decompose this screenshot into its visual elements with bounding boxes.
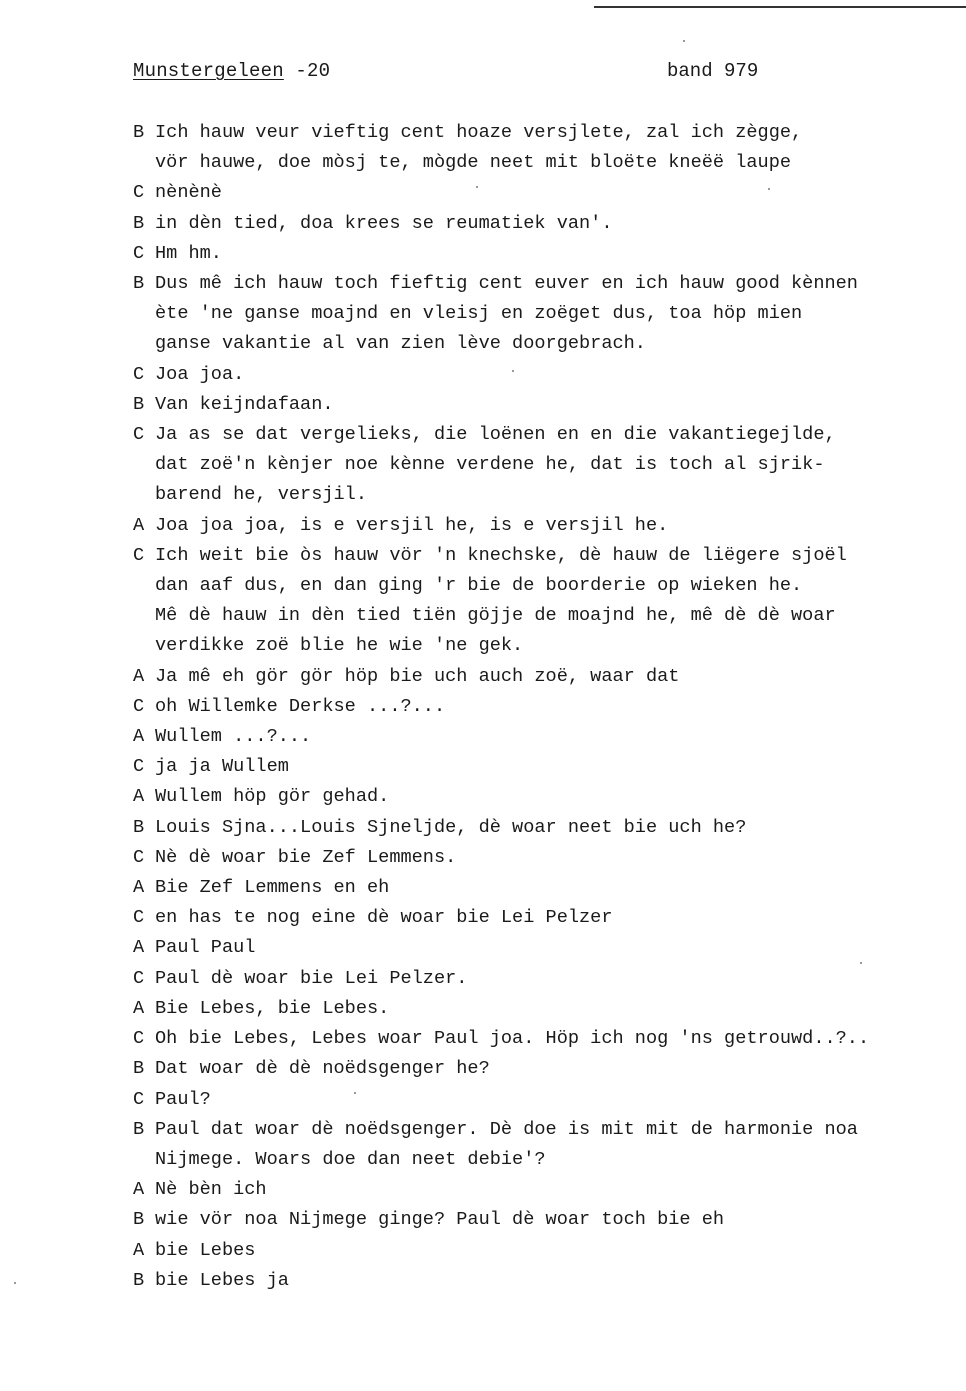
transcript-turn <box>133 662 953 692</box>
turn-text-continuation: ète 'ne ganse moajnd en vleisj en zoëget dus, toa höp mien <box>155 303 803 325</box>
transcript-turn <box>133 1054 953 1084</box>
turn-text-continuation: dat zoë'n kènjer noe kènne verdene he, dat is toch al sjrik- <box>155 454 825 476</box>
transcript-turn <box>133 873 953 903</box>
speaker-label: B <box>133 1118 145 1140</box>
scan-speck <box>768 188 770 190</box>
speaker-label: A <box>133 1239 145 1261</box>
turn-text: Paul dat woar dè noëdsgenger. Dè doe is mit mit de harmonie noa <box>155 1118 858 1140</box>
turn-text: ja ja Wullem <box>155 756 289 778</box>
turn-text: Dus mê ich hauw toch fieftig cent euver en ich hauw good kènnen <box>155 273 858 295</box>
turn-text: bie Lebes <box>155 1239 256 1261</box>
speaker-label: C <box>133 1028 145 1050</box>
speaker-label: B <box>133 816 145 838</box>
turn-text: Joa joa joa, is e versjil he, is e versjil he. <box>155 514 669 536</box>
turn-text: oh Willemke Derkse ...?... <box>155 695 446 717</box>
turn-text: Ja as se dat vergelieks, die loënen en en die vakantiegejlde, <box>155 424 836 446</box>
speaker-label: A <box>133 877 145 899</box>
transcript-turn <box>133 1085 953 1115</box>
transcript-turn <box>133 541 953 662</box>
speaker-label: B <box>133 1058 145 1080</box>
transcript-turn <box>133 511 953 541</box>
turn-text: Wullem ...?... <box>155 726 312 748</box>
speaker-label: B <box>133 1269 145 1291</box>
speaker-label: B <box>133 122 145 143</box>
scan-speck <box>476 186 478 188</box>
speaker-label: C <box>133 242 145 264</box>
transcript-turn <box>133 752 953 782</box>
transcript-turn <box>133 360 953 390</box>
speaker-label: C <box>133 182 145 204</box>
transcript-turn <box>133 1205 953 1235</box>
speaker-label: A <box>133 937 145 959</box>
transcript-turn <box>133 692 953 722</box>
transcript-turn <box>133 390 953 420</box>
turn-text: Dat woar dè dè noëdsgenger he? <box>155 1058 490 1080</box>
turn-text: Paul Paul <box>155 937 256 959</box>
transcript-turn <box>133 843 953 873</box>
turn-text: en has te nog eine dè woar bie Lei Pelzer <box>155 907 613 929</box>
turn-text: Paul? <box>155 1088 211 1110</box>
turn-text: Wullem höp gör gehad. <box>155 786 390 808</box>
turn-text: Joa joa. <box>155 363 245 385</box>
speaker-label: C <box>133 544 145 566</box>
turn-text: Ja mê eh gör gör höp bie uch auch zoë, waar dat <box>155 665 680 687</box>
transcript-turn <box>133 933 953 963</box>
speaker-label: C <box>133 695 145 717</box>
speaker-label: C <box>133 967 145 989</box>
scan-speck <box>683 40 685 42</box>
speaker-label: A <box>133 997 145 1019</box>
speaker-label: B <box>133 273 145 295</box>
transcript-turn <box>133 722 953 752</box>
turn-text-continuation: dan aaf dus, en dan ging 'r bie de boorderie op wieken he. <box>155 575 803 597</box>
turn-text: Ich hauw veur vieftig cent hoaze versjlete, zal ich zègge, <box>155 122 803 143</box>
scan-speck <box>860 962 862 964</box>
speaker-label: B <box>133 393 145 415</box>
turn-text-continuation: Mê dè hauw in dèn tied tiën göjje de moajnd he, mê dè dè woar <box>155 605 836 627</box>
transcript-turn <box>133 1024 953 1054</box>
transcript-turn <box>133 1175 953 1205</box>
speaker-label: B <box>133 1209 145 1231</box>
turn-text: Van keijndafaan. <box>155 393 334 415</box>
scan-speck <box>354 1092 356 1094</box>
scan-speck <box>512 370 514 372</box>
transcript-turn <box>133 118 953 178</box>
speaker-label: C <box>133 1088 145 1110</box>
turn-text: in dèn tied, doa krees se reumatiek van'. <box>155 212 613 234</box>
top-rule <box>594 6 966 8</box>
transcript-turn <box>133 994 953 1024</box>
transcript-turn <box>133 813 953 843</box>
speaker-label: C <box>133 363 145 385</box>
transcript-turn <box>133 209 953 239</box>
turn-text: Hm hm. <box>155 242 222 264</box>
turn-text: Oh bie Lebes, Lebes woar Paul joa. Höp ich nog 'ns getrouwd..?.. <box>155 1028 870 1050</box>
transcript-turn <box>133 1236 953 1266</box>
turn-text: Bie Zef Lemmens en eh <box>155 877 390 899</box>
speaker-label: A <box>133 1179 145 1201</box>
speaker-label: C <box>133 846 145 868</box>
page-number: -20 <box>283 60 331 82</box>
turn-text: Nè bèn ich <box>155 1179 267 1201</box>
turn-text-continuation: Nijmege. Woars doe dan neet debie'? <box>155 1148 546 1170</box>
band-label: band 979 <box>667 60 759 82</box>
turn-text: Nè dè woar bie Zef Lemmens. <box>155 846 457 868</box>
turn-text-continuation: vör hauwe, doe mòsj te, mògde neet mit bloëte kneëë laupe <box>155 152 792 174</box>
transcript-turn <box>133 1266 953 1296</box>
scan-speck <box>14 1282 16 1284</box>
transcript-turn <box>133 1115 953 1175</box>
speaker-label: B <box>133 212 145 234</box>
page-header-title <box>133 60 330 82</box>
speaker-label: C <box>133 756 145 778</box>
transcript-turn <box>133 903 953 933</box>
turn-text-continuation: verdikke zoë blie he wie 'ne gek. <box>155 635 524 657</box>
turn-text: Bie Lebes, bie Lebes. <box>155 997 390 1019</box>
turn-text: nènènè <box>155 182 222 204</box>
transcript-turn <box>133 239 953 269</box>
turn-text: Ich weit bie òs hauw vör 'n knechske, dè hauw de liëgere sjoël <box>155 544 847 566</box>
speaker-label: A <box>133 514 145 536</box>
turn-text: Paul dè woar bie Lei Pelzer. <box>155 967 468 989</box>
speaker-label: A <box>133 665 145 687</box>
transcript <box>133 118 953 1296</box>
speaker-label: A <box>133 726 145 748</box>
transcript-turn <box>133 178 953 208</box>
speaker-label: C <box>133 424 145 446</box>
transcript-turn <box>133 269 953 360</box>
turn-text: wie vör noa Nijmege ginge? Paul dè woar toch bie eh <box>155 1209 725 1231</box>
transcript-turn <box>133 964 953 994</box>
speaker-label: C <box>133 907 145 929</box>
turn-text-continuation: ganse vakantie al van zien lève doorgebrach. <box>155 333 646 355</box>
transcript-turn <box>133 420 953 511</box>
turn-text: Louis Sjna...Louis Sjneljde, dè woar neet bie uch he? <box>155 816 747 838</box>
turn-text-continuation: barend he, versjil. <box>155 484 368 506</box>
transcript-turn <box>133 782 953 812</box>
turn-text: bie Lebes ja <box>155 1269 289 1291</box>
place-name: Munstergeleen <box>133 60 284 82</box>
speaker-label: A <box>133 786 145 808</box>
